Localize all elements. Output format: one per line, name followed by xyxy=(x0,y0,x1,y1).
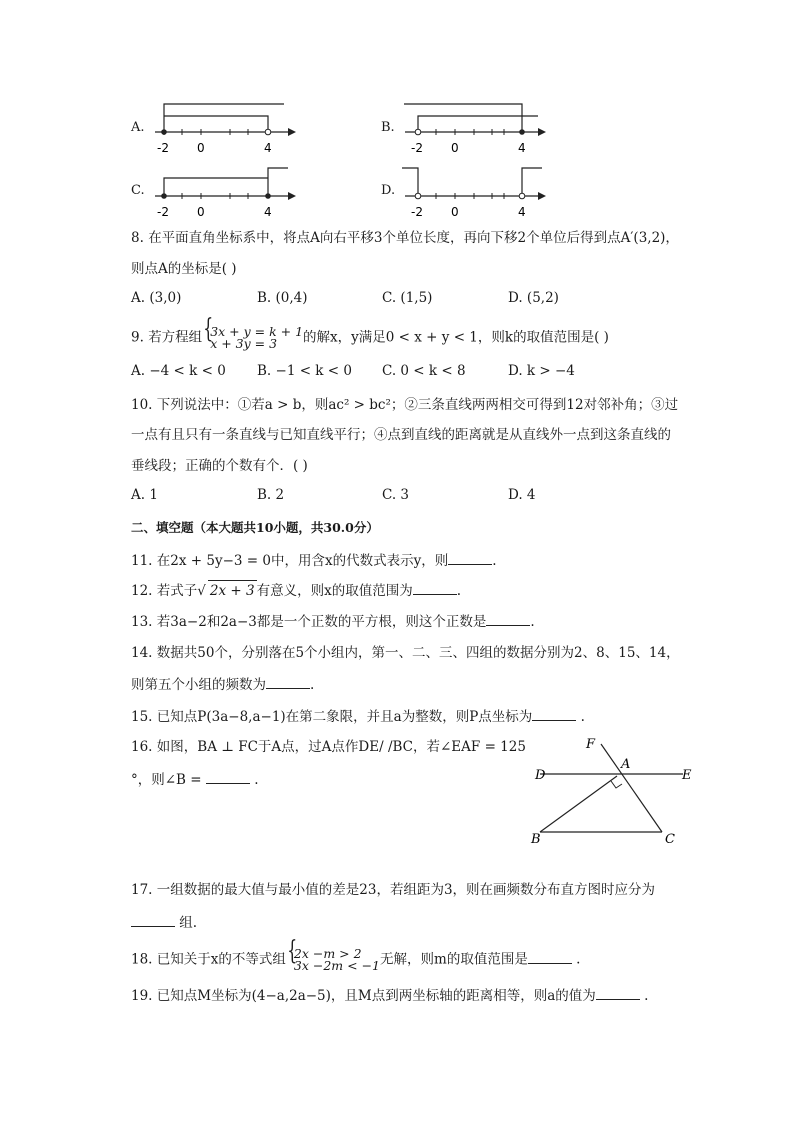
inequality-1: { 2x −m > 2 xyxy=(293,946,362,961)
period: . xyxy=(644,988,649,1004)
period: . xyxy=(530,614,535,630)
question-text: 在2x + 5y−3 = 0中，用含x的代数式表示y，则 xyxy=(156,553,449,569)
question-text: 已知点M坐标为(4−a,2a−5)，且M点到两坐标轴的距离相等，则a的值为 xyxy=(156,988,596,1004)
question-number: 14. xyxy=(131,645,153,661)
question-8-choices xyxy=(131,290,691,310)
question-text-middle: 无解，则m的取值范围是 xyxy=(380,951,528,968)
line-fc xyxy=(601,744,662,832)
number-line-a xyxy=(150,96,300,160)
question-number: 11. xyxy=(131,553,153,569)
label-a: A xyxy=(621,757,631,772)
choice-b[interactable]: B. 2 xyxy=(257,487,285,503)
question-text: 数据共50个，分别落在5个小组内，第一、二、三、四组的数据分别为2、8、15、14， xyxy=(156,645,680,661)
choice-a[interactable]: A. (3,0) xyxy=(131,290,182,306)
question-text: °，则∠B = xyxy=(131,772,206,788)
question-16 xyxy=(131,737,531,757)
period: . xyxy=(576,951,581,968)
tick-label: -2 xyxy=(157,205,169,219)
tick-label: 0 xyxy=(451,141,459,155)
question-text: 若式子 xyxy=(156,583,198,599)
question-11 xyxy=(131,550,711,571)
question-number: 16. xyxy=(131,739,153,755)
choice-c[interactable]: C. (1,5) xyxy=(382,290,433,306)
choice-d[interactable]: D. (5,2) xyxy=(508,290,559,306)
question-text: 若3a−2和2a−3都是一个正数的平方根，则这个正数是 xyxy=(156,614,487,630)
question-number: 10. xyxy=(131,397,153,413)
label-e: E xyxy=(682,768,692,783)
question-text-prefix: 已知关于x的不等式组 xyxy=(156,951,286,968)
number-line-b xyxy=(400,96,550,160)
answer-blank[interactable] xyxy=(206,769,250,784)
question-number: 12. xyxy=(131,583,153,599)
question-number: 9. xyxy=(131,329,144,346)
question-text: 则第五个小组的频数为 xyxy=(131,677,266,693)
label-b: B xyxy=(531,832,541,847)
question-text-middle: 有意义，则x的取值范围为 xyxy=(256,583,413,599)
tick-label: -2 xyxy=(411,141,423,155)
answer-blank[interactable] xyxy=(266,674,310,689)
number-line-c xyxy=(150,160,300,224)
tick-label: 4 xyxy=(264,141,272,155)
label-f: F xyxy=(586,737,596,752)
equation-2: x + 3y = 3 xyxy=(210,336,278,351)
choice-c[interactable]: C. 3 xyxy=(382,487,410,503)
question-12 xyxy=(131,580,711,601)
line-ba xyxy=(540,776,617,832)
equation-1: { 3x + y = k + 1 xyxy=(210,324,304,339)
question-13 xyxy=(131,611,711,632)
equation-system xyxy=(202,326,303,350)
question-number: 19. xyxy=(131,988,153,1004)
question-18 xyxy=(131,948,711,972)
tick-label: 4 xyxy=(518,141,526,155)
question-10 xyxy=(131,395,711,415)
question-17 xyxy=(131,880,711,900)
choice-a[interactable]: A. −4 < k < 0 xyxy=(131,363,226,379)
question-10-line-3: 垂线段；正确的个数有个．( ) xyxy=(131,458,308,474)
period: . xyxy=(310,677,315,693)
option-d-label: D. xyxy=(381,183,396,198)
choice-d[interactable]: D. 4 xyxy=(508,487,536,503)
period: . xyxy=(580,709,585,725)
question-text: 在平面直角坐标系中，将点A向右平移3个单位长度，再向下移2个单位后得到点A′(3,2)， xyxy=(148,230,679,246)
question-17-line-2 xyxy=(131,912,197,933)
question-8-line-2: 则点A的坐标是( ) xyxy=(131,261,237,277)
question-text: 下列说法中：①若a > b，则ac² > bc²；②三条直线两两相交可得到12对邻补角；③过 xyxy=(156,397,679,413)
tick-label: 0 xyxy=(197,141,205,155)
question-19 xyxy=(131,985,711,1006)
tick-label: -2 xyxy=(411,205,423,219)
right-angle-mark xyxy=(611,781,622,788)
answer-blank[interactable] xyxy=(528,949,572,964)
question-number: 15. xyxy=(131,709,153,725)
answer-blank[interactable] xyxy=(413,580,457,595)
tick-label: -2 xyxy=(157,141,169,155)
question-text-suffix: 的解x，y满足0 < x + y < 1，则k的取值范围是( ) xyxy=(303,329,609,346)
option-c-label: C. xyxy=(131,183,145,198)
question-text: 一组数据的最大值与最小值的差是23，若组距为3，则在画频数分布直方图时应分为 xyxy=(156,882,656,898)
question-14-line-2 xyxy=(131,674,314,695)
option-a-label: A. xyxy=(131,120,145,135)
tick-label: 0 xyxy=(451,205,459,219)
question-14 xyxy=(131,643,711,663)
period: . xyxy=(456,583,461,599)
question-9-choices xyxy=(131,363,691,383)
choice-b[interactable]: B. −1 < k < 0 xyxy=(257,363,352,379)
question-text: 如图，BA ⊥ FC于A点，过A点作DE/ /BC，若∠EAF = 125 xyxy=(156,739,526,755)
question-text: 已知点P(3a−8,a−1)在第二象限，并且a为整数，则P点坐标为 xyxy=(156,709,533,725)
question-15 xyxy=(131,706,711,727)
question-10-choices xyxy=(131,487,691,507)
answer-blank[interactable] xyxy=(448,550,492,565)
question-number: 18. xyxy=(131,951,153,968)
question-number: 13. xyxy=(131,614,153,630)
choice-c[interactable]: C. 0 < k < 8 xyxy=(382,363,466,379)
question-number: 8. xyxy=(131,230,144,246)
tick-label: 4 xyxy=(518,205,526,219)
answer-blank[interactable] xyxy=(486,611,530,626)
answer-blank[interactable] xyxy=(532,706,576,721)
question-text-prefix: 若方程组 xyxy=(148,329,203,346)
label-d: D xyxy=(535,768,546,783)
inequality-2: 3x −2m < −1 xyxy=(293,958,381,973)
label-c: C xyxy=(665,832,675,847)
radicand: 2x + 3 xyxy=(208,580,257,601)
question-8 xyxy=(131,228,711,248)
inequality-system xyxy=(286,948,380,972)
choice-d[interactable]: D. k > −4 xyxy=(508,363,575,379)
number-line-d xyxy=(400,160,550,224)
period: . xyxy=(254,772,259,788)
period: . xyxy=(492,553,497,569)
question-9 xyxy=(131,326,711,350)
question-text: 组. xyxy=(179,915,198,931)
choice-b[interactable]: B. (0,4) xyxy=(257,290,308,306)
choice-a[interactable]: A. 1 xyxy=(131,487,158,503)
answer-blank[interactable] xyxy=(596,985,640,1000)
section-heading: 二、填空题（本大题共10小题，共30.0分） xyxy=(131,520,379,535)
option-b-label: B. xyxy=(381,120,395,135)
tick-label: 4 xyxy=(264,205,272,219)
geometry-figure xyxy=(528,734,708,849)
answer-blank[interactable] xyxy=(131,912,175,927)
question-10-line-2: 一点有且只有一条直线与已知直线平行；④点到直线的距离就是从直线外一点到这条直线的 xyxy=(131,427,671,443)
sqrt-sign: √ xyxy=(197,583,206,599)
question-number: 17. xyxy=(131,882,153,898)
question-16-line-2 xyxy=(131,769,258,790)
tick-label: 0 xyxy=(197,205,205,219)
